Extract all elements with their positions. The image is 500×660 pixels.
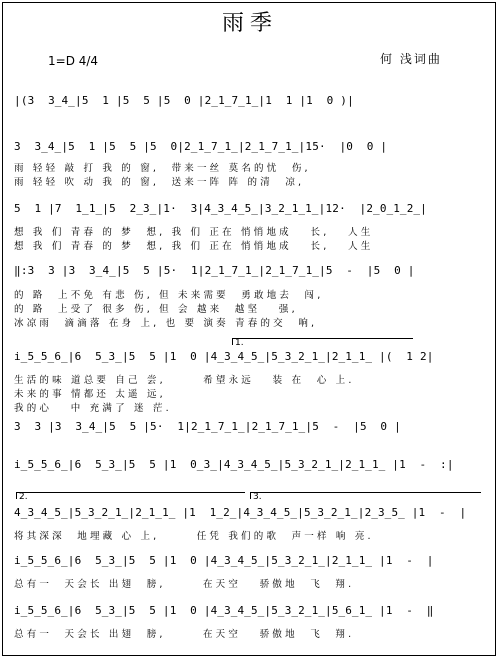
lyric-line: 雨 轻轻 吹 动 我 的 窗, 送来一阵 阵 的清 凉, xyxy=(14,177,305,188)
notation-row: 4̲3̲4̲5̲|5̲3̲2̲1̲|2̲1̲1̲ |1 1̲2̲|4̲3̲4̲5̲|5̲3̲2̲1̲|2̲3̲5̲ |1 - | xyxy=(14,506,467,519)
lyric-line: 的 路 上受了 很多 伤, 但 会 越来 越坚 强, xyxy=(14,304,298,315)
notation-row: i̲5̲5̲6̲|6 5̲3̲|5 5 |1 0 |4̲3̲4̲5̲|5̲3̲2̲1̲|2̲1̲1̲ |1 - | xyxy=(14,554,434,567)
song-title: 雨季 xyxy=(221,11,278,36)
lyric-line: 总有一 天会长 出翅 膀, 在天空 骄傲地 飞 翔. xyxy=(14,629,355,640)
volta-bracket: 1. xyxy=(232,338,413,345)
composer-credit: 何 浅词曲 xyxy=(380,52,442,66)
volta-bracket: 3. xyxy=(250,492,481,499)
lyric-line: 生活的味 道总要 自己 尝, 希望永远 装 在 心 上. xyxy=(14,375,355,386)
lyric-line: 想 我 们 青春 的 梦 想, 我 们 正在 悄悄地成 长, 人生 xyxy=(14,241,374,252)
lyric-line: 总有一 天会长 出翅 膀, 在天空 骄傲地 飞 翔. xyxy=(14,579,355,590)
notation-row: ‖:3 3 |3 3̲4̲|5 5 |5· 1|2̲1̲7̲1̲|2̲1̲7̲1̲|5 - |5 0 | xyxy=(14,264,415,277)
volta-bracket: 2. xyxy=(16,492,245,499)
notation-row: i̲5̲5̲6̲|6 5̲3̲|5 5 |1 0 |4̲3̲4̲5̲|5̲3̲2̲1̲|5̲6̲1̲ |1 - ‖ xyxy=(14,604,434,617)
lyric-line: 未来的事 情都还 太遥 远, xyxy=(14,389,166,400)
notation-row: |(3 3̲4̲|5 1 |5 5 |5 0 |2̲1̲7̲1̲|1 1 |1 0 )| xyxy=(14,94,354,107)
notation-row: i̲5̲5̲6̲|6 5̲3̲|5 5 |1 0 |4̲3̲4̲5̲|5̲3̲2̲1̲|2̲1̲1̲ |( 1 2| xyxy=(14,350,434,363)
lyric-line: 冰凉雨 滴滴落 在身 上, 也 要 演奏 青春的交 响, xyxy=(14,318,318,329)
lyric-line: 的 路 上不免 有悲 伤, 但 未来需要 勇敢地去 闯, xyxy=(14,290,324,301)
key-signature: 1=D 4/4 xyxy=(48,54,99,68)
notation-row: i̲5̲5̲6̲|6 5̲3̲|5 5 |1 0̲3̲|4̲3̲4̲5̲|5̲3̲2̲1̲|2̲1̲1̲ |1 - :| xyxy=(14,458,454,471)
notation-row: 5 1 |7 1̲1̲|5 2̲3̲|1· 3|4̲3̲4̲5̲|3̲2̲1̲1̲|12· |2̲0̲1̲2̲| xyxy=(14,202,427,215)
lyric-line: 将其深深 地埋藏 心 上, 任凭 我们的歌 声一样 响 亮. xyxy=(14,531,374,542)
notation-row: 3 3̲4̲|5 1 |5 5 |5 0|2̲1̲7̲1̲|2̲1̲7̲1̲|15· |0 0 | xyxy=(14,140,388,153)
lyric-line: 雨 轻轻 敲 打 我 的 窗, 带来一丝 莫名的忧 伤, xyxy=(14,163,311,174)
notation-row: 3 3 |3 3̲4̲|5 5 |5· 1|2̲1̲7̲1̲|2̲1̲7̲1̲|5 - |5 0 | xyxy=(14,420,401,433)
lyric-line: 想 我 们 青春 的 梦 想, 我 们 正在 悄悄地成 长, 人生 xyxy=(14,227,374,238)
lyric-line: 我的心 中 充满了 迷 茫. xyxy=(14,403,172,414)
